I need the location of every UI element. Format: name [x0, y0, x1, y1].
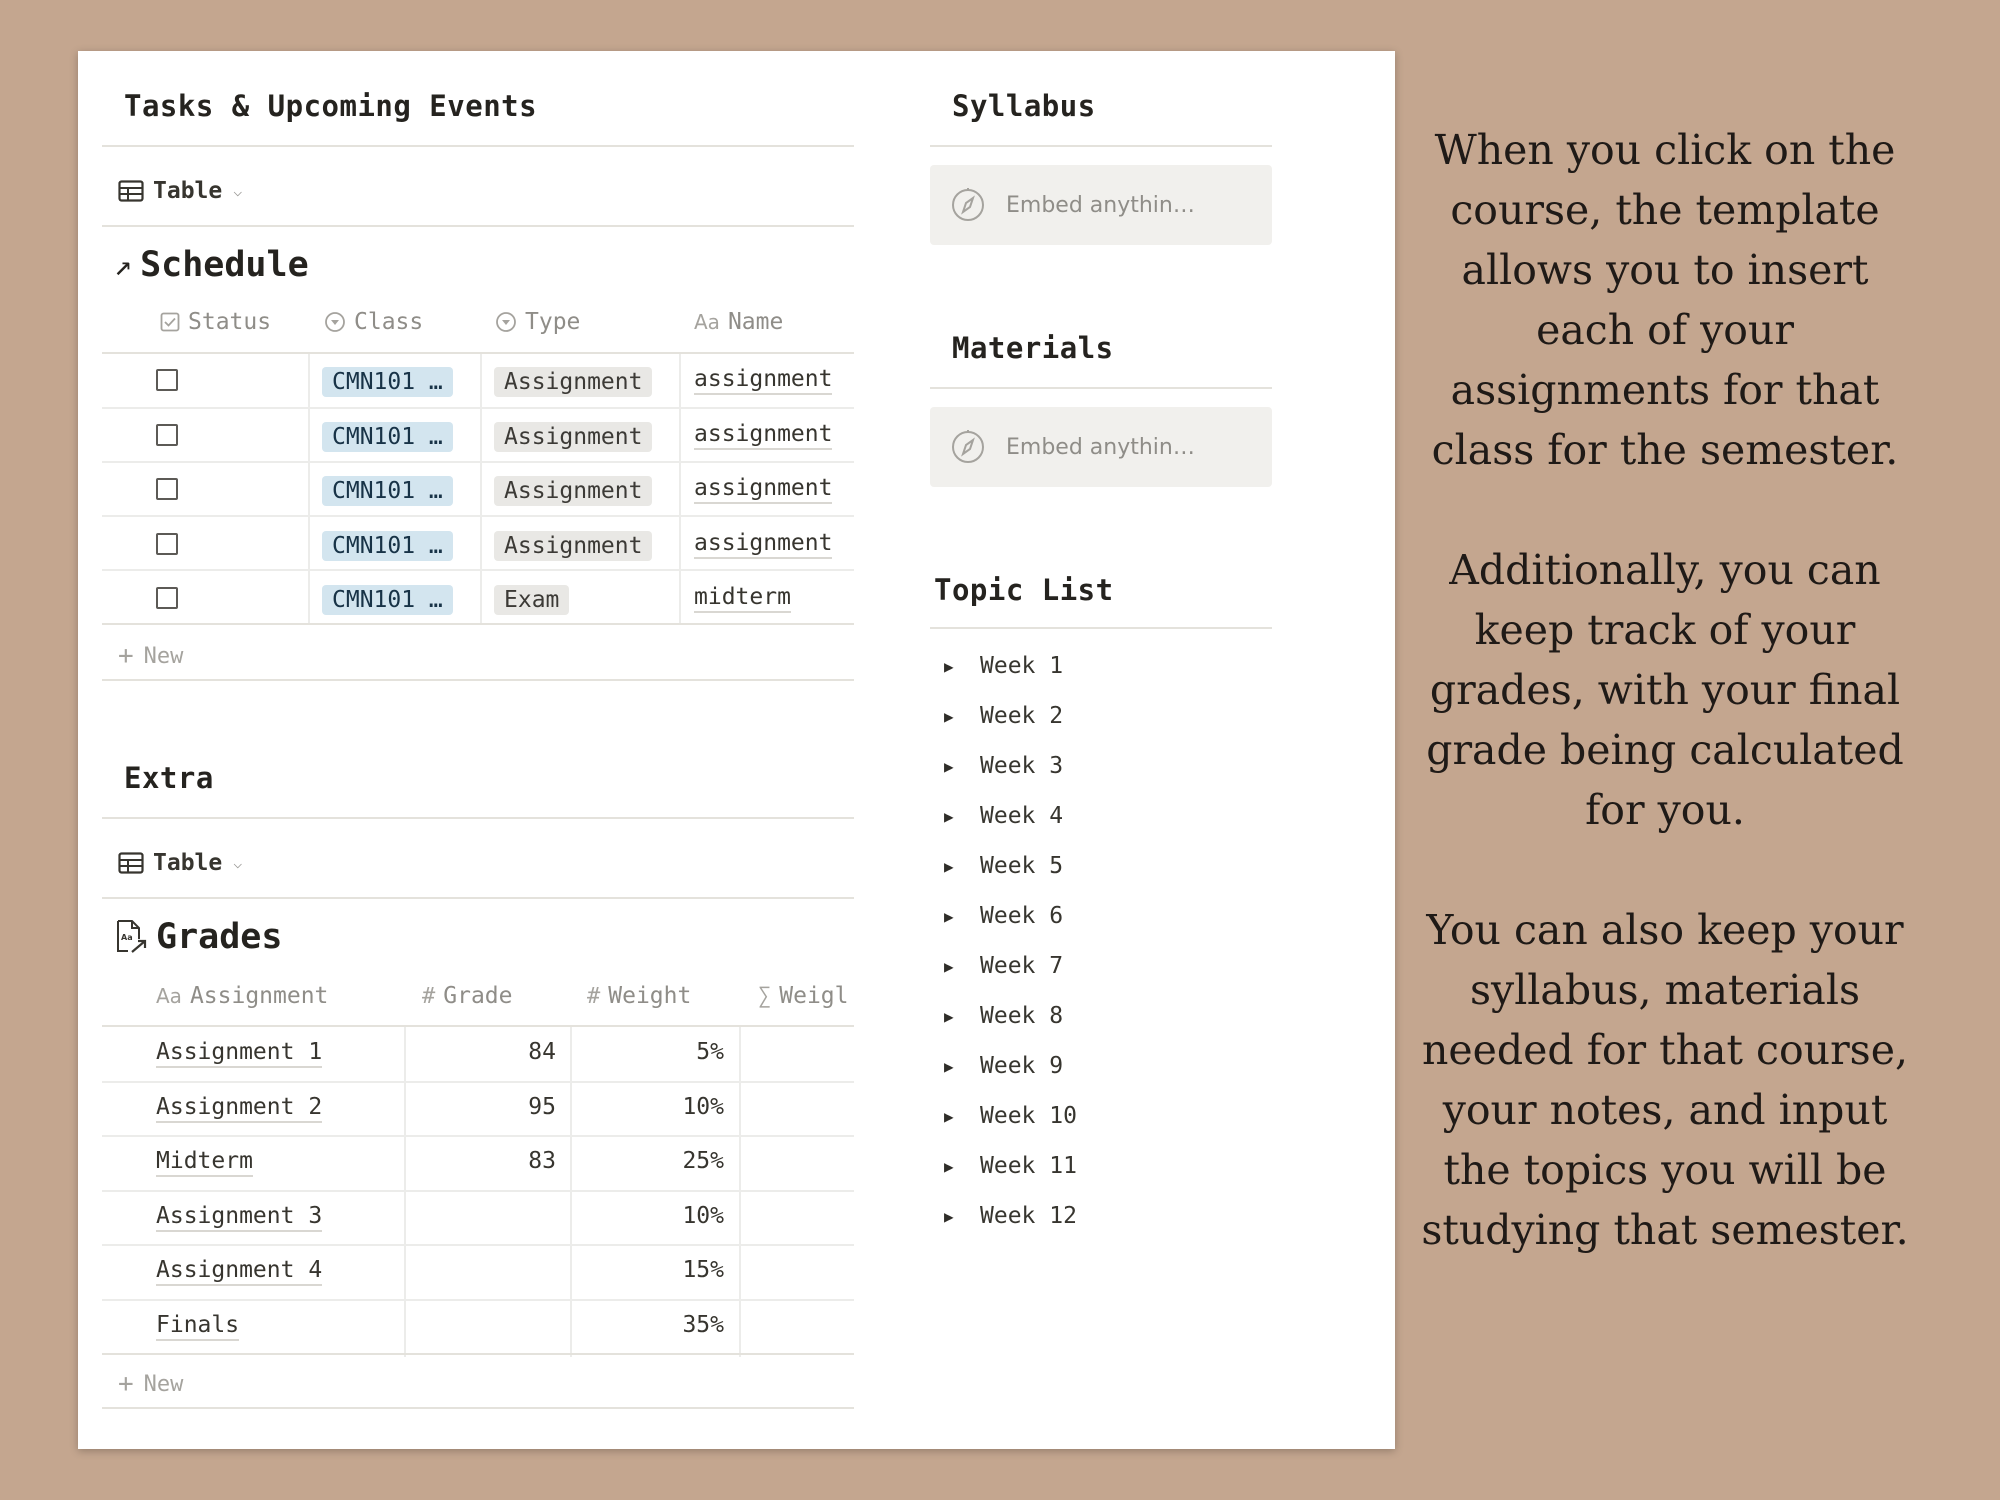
triangle-right-icon: ▶ [944, 1056, 954, 1076]
column-header-type[interactable] [495, 309, 580, 335]
table-icon [118, 180, 144, 202]
title-property-icon: Aa [694, 310, 720, 334]
assignment-name[interactable]: Assignment 3 [156, 1203, 322, 1232]
triangle-right-icon: ▶ [944, 656, 954, 676]
assignment-name[interactable]: Assignment 4 [156, 1257, 322, 1286]
divider [102, 1135, 854, 1137]
description-paragraph: When you click on the course, the template allows you to insert each of your assignments for that class for the semester. [1431, 126, 1899, 474]
toggle-week[interactable] [944, 653, 1063, 679]
triangle-right-icon: ▶ [944, 956, 954, 976]
toggle-label: Week 1 [980, 653, 1064, 679]
class-tag[interactable]: CMN101 … [322, 585, 453, 615]
embed-placeholder: Embed anythin… [1006, 192, 1195, 218]
column-label: Weight [608, 983, 692, 1009]
triangle-right-icon: ▶ [944, 1106, 954, 1126]
triangle-right-icon: ▶ [944, 706, 954, 726]
toggle-label: Week 12 [980, 1203, 1077, 1229]
column-label: Name [727, 309, 784, 335]
title-property-icon: Aa [156, 984, 182, 1008]
grades-title: Grades [156, 917, 283, 957]
new-label: New [143, 643, 184, 669]
toggle-week[interactable] [944, 803, 1063, 829]
triangle-right-icon: ▶ [944, 1156, 954, 1176]
toggle-label: Week 3 [980, 753, 1064, 779]
weight-value[interactable]: 15% [682, 1257, 724, 1283]
column-header-name[interactable] [694, 309, 783, 335]
weight-value[interactable]: 10% [682, 1094, 724, 1120]
column-header-grade[interactable] [422, 983, 513, 1009]
toggle-week[interactable] [944, 703, 1063, 729]
divider [102, 1190, 854, 1192]
divider [102, 225, 854, 227]
column-divider [739, 1027, 741, 1357]
number-property-icon: # [587, 983, 601, 1009]
divider [930, 387, 1272, 389]
assignment-name[interactable]: Finals [156, 1312, 239, 1341]
toggle-week[interactable] [944, 953, 1063, 979]
type-tag[interactable]: Assignment [494, 422, 652, 452]
divider [102, 569, 854, 571]
toggle-week[interactable] [944, 853, 1063, 879]
compass-icon [950, 187, 986, 223]
divider [102, 897, 854, 899]
toggle-label: Week 7 [980, 953, 1064, 979]
tasks-view-tab[interactable] [118, 178, 242, 204]
grades-new-row-button[interactable] [118, 1369, 183, 1399]
column-label: Grade [443, 983, 513, 1009]
table-icon [118, 852, 144, 874]
chevron-down-icon: ⌵ [233, 182, 243, 200]
checkbox-property-icon [160, 312, 180, 332]
toggle-week[interactable] [944, 1203, 1077, 1229]
notion-page-card [78, 51, 1395, 1449]
new-label: New [143, 1371, 184, 1397]
grade-value[interactable]: 95 [528, 1094, 556, 1120]
toggle-label: Week 9 [980, 1053, 1064, 1079]
status-checkbox[interactable] [156, 478, 178, 500]
status-checkbox[interactable] [156, 533, 178, 555]
toggle-week[interactable] [944, 903, 1063, 929]
column-divider [480, 354, 482, 624]
assignment-name[interactable]: Midterm [156, 1148, 253, 1177]
plus-icon: + [118, 641, 134, 671]
embed-placeholder: Embed anythin… [1006, 434, 1195, 460]
toggle-label: Week 6 [980, 903, 1064, 929]
divider [102, 817, 854, 819]
extra-view-label: Table [153, 850, 223, 876]
task-name[interactable]: assignment [694, 475, 832, 504]
compass-icon [950, 429, 986, 465]
tasks-new-row-button[interactable] [118, 641, 183, 671]
triangle-right-icon: ▶ [944, 906, 954, 926]
document-link-icon [114, 919, 148, 955]
weight-value[interactable]: 35% [682, 1312, 724, 1338]
class-tag[interactable]: CMN101 … [322, 367, 453, 397]
triangle-right-icon: ▶ [944, 806, 954, 826]
task-name[interactable]: midterm [694, 584, 791, 613]
task-name[interactable]: assignment [694, 530, 832, 559]
weight-value[interactable]: 10% [682, 1203, 724, 1229]
status-checkbox[interactable] [156, 369, 178, 391]
triangle-right-icon: ▶ [944, 1006, 954, 1026]
schedule-db-title[interactable] [114, 245, 309, 285]
description-paragraph: You can also keep your syllabus, materials needed for that course, your notes, and input the topics you will be studying that semester. [1421, 906, 1909, 1254]
weight-value[interactable]: 25% [682, 1148, 724, 1174]
status-checkbox[interactable] [156, 587, 178, 609]
divider [102, 1025, 854, 1027]
column-header-assignment[interactable] [156, 983, 328, 1009]
toggle-label: Week 8 [980, 1003, 1064, 1029]
divider [102, 1244, 854, 1246]
divider [102, 1407, 854, 1409]
assignment-name[interactable]: Assignment 2 [156, 1094, 322, 1123]
column-divider [570, 1027, 572, 1357]
toggle-week[interactable] [944, 1003, 1063, 1029]
divider [930, 145, 1272, 147]
svg-text:Aa: Aa [121, 933, 133, 942]
plus-icon: + [118, 1369, 134, 1399]
type-tag[interactable]: Exam [494, 585, 569, 615]
grade-value[interactable]: 83 [528, 1148, 556, 1174]
divider [102, 145, 854, 147]
toggle-label: Week 5 [980, 853, 1064, 879]
column-label: Class [354, 309, 424, 335]
toggle-week[interactable] [944, 1153, 1077, 1179]
column-header-weight[interactable] [587, 983, 691, 1009]
extra-view-tab[interactable] [118, 850, 242, 876]
class-tag[interactable]: CMN101 … [322, 476, 453, 506]
divider [102, 407, 854, 409]
formula-property-icon: ∑ [758, 983, 772, 1009]
column-label: Status [188, 309, 272, 335]
toggle-week[interactable] [944, 1053, 1063, 1079]
grades-db-title[interactable] [114, 917, 282, 957]
type-tag[interactable]: Assignment [494, 476, 652, 506]
divider [102, 352, 854, 354]
task-name[interactable]: assignment [694, 366, 832, 395]
column-divider [308, 354, 310, 624]
triangle-right-icon: ▶ [944, 1206, 954, 1226]
syllabus-embed-block[interactable] [930, 165, 1272, 245]
number-property-icon: # [422, 983, 436, 1009]
divider [930, 627, 1272, 629]
toggle-week[interactable] [944, 753, 1063, 779]
tasks-view-label: Table [153, 178, 223, 204]
chevron-down-icon: ⌵ [233, 854, 243, 872]
extra-section-title: Extra [124, 761, 214, 795]
task-name[interactable]: assignment [694, 421, 832, 450]
type-tag[interactable]: Assignment [494, 367, 652, 397]
assignment-name[interactable]: Assignment 1 [156, 1039, 322, 1068]
weight-value[interactable]: 5% [696, 1039, 724, 1065]
linked-arrow-icon: ↗ [114, 247, 133, 283]
column-header-weighted[interactable] [758, 983, 854, 1009]
column-divider [404, 1027, 406, 1357]
materials-title: Materials [952, 331, 1114, 365]
divider [102, 1081, 854, 1083]
column-label: Weigl [779, 983, 849, 1009]
column-label: Assignment [189, 983, 329, 1009]
select-property-icon [495, 311, 517, 333]
column-label: Type [525, 309, 581, 335]
select-property-icon [324, 311, 346, 333]
description-text [1420, 120, 1910, 1320]
triangle-right-icon: ▶ [944, 856, 954, 876]
toggle-week[interactable] [944, 1103, 1077, 1129]
triangle-right-icon: ▶ [944, 756, 954, 776]
column-header-status[interactable] [160, 309, 271, 335]
type-tag[interactable]: Assignment [494, 531, 652, 561]
topic-list-title: Topic List [934, 573, 1114, 607]
divider [102, 623, 854, 625]
class-tag[interactable]: CMN101 … [322, 531, 453, 561]
column-divider [679, 354, 681, 624]
divider [102, 515, 854, 517]
syllabus-title: Syllabus [952, 89, 1096, 123]
grade-value[interactable]: 84 [528, 1039, 556, 1065]
divider [102, 1353, 854, 1355]
toggle-label: Week 2 [980, 703, 1064, 729]
divider [102, 461, 854, 463]
materials-embed-block[interactable] [930, 407, 1272, 487]
status-checkbox[interactable] [156, 424, 178, 446]
divider [102, 1299, 854, 1301]
class-tag[interactable]: CMN101 … [322, 422, 453, 452]
description-paragraph: Additionally, you can keep track of your grades, with your final grade being calculated for you. [1426, 546, 1904, 834]
column-header-class[interactable] [324, 309, 423, 335]
divider [102, 679, 854, 681]
toggle-label: Week 4 [980, 803, 1064, 829]
toggle-label: Week 10 [980, 1103, 1077, 1129]
toggle-label: Week 11 [980, 1153, 1077, 1179]
tasks-section-title: Tasks & Upcoming Events [124, 89, 538, 123]
schedule-title: Schedule [140, 245, 309, 285]
